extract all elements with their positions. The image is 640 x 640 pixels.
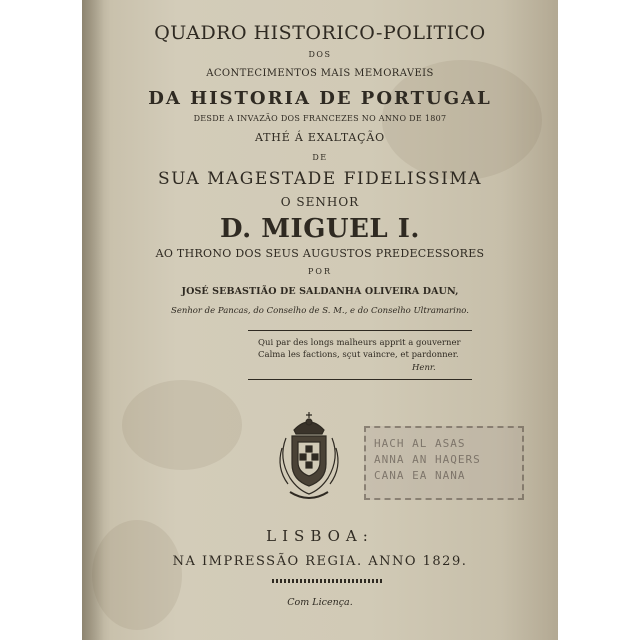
epigraph-attribution: Henr. xyxy=(412,363,436,373)
title-line-4: DA HISTORIA DE PORTUGAL xyxy=(148,88,492,109)
title-page xyxy=(82,0,558,640)
rule-bottom xyxy=(248,379,472,380)
epigraph-line-2: Calma les factions, sçut vaincre, et pardonner. xyxy=(258,350,459,360)
title-line-12: POR xyxy=(308,267,332,276)
paper-stain xyxy=(122,380,242,470)
title-line-2: DOS xyxy=(308,50,332,59)
library-stamp xyxy=(364,426,524,500)
title-line-8: SUA MAGESTADE FIDELISSIMA xyxy=(157,169,483,189)
stamp-line-2: ANNA AN HAQERS xyxy=(374,453,481,466)
title-line-10: D. MIGUEL I. xyxy=(220,214,420,244)
author-name: JOSÉ SEBASTIÃO DE SALDANHA OLIVEIRA DAUN, xyxy=(181,286,459,297)
stamp-line-1: HACH AL ASAS xyxy=(374,437,466,450)
portuguese-royal-coat-of-arms-icon xyxy=(272,408,346,506)
imprint-place: LISBOA: xyxy=(266,527,374,545)
title-line-6: ATHÉ Á EXALTAÇÃO xyxy=(255,131,385,144)
epigraph-line-1: Qui par des longs malheurs apprit a gouverner xyxy=(258,338,461,348)
title-line-9: O SENHOR xyxy=(280,195,360,209)
rule-top xyxy=(248,330,472,331)
stamp-line-3: CANA EA NANA xyxy=(374,469,466,482)
title-line-3: ACONTECIMENTOS MAIS MEMORAVEIS xyxy=(206,68,434,79)
imprint-licence: Com Licença. xyxy=(287,597,353,608)
author-titles: Senhor de Pancas, do Conselho de S. M., e do Conselho Ultramarino. xyxy=(171,306,469,316)
title-line-7: DE xyxy=(312,153,328,162)
title-line-5: DESDE A INVAZÃO DOS FRANCEZES NO ANNO DE 1807 xyxy=(193,114,447,123)
imprint-printer: NA IMPRESSÃO REGIA. ANNO 1829. xyxy=(172,554,468,569)
ornamental-rule xyxy=(272,579,382,583)
title-line-1: QUADRO HISTORICO-POLITICO xyxy=(154,22,486,44)
title-line-11: AO THRONO DOS SEUS AUGUSTOS PREDECESSORES xyxy=(155,247,485,260)
